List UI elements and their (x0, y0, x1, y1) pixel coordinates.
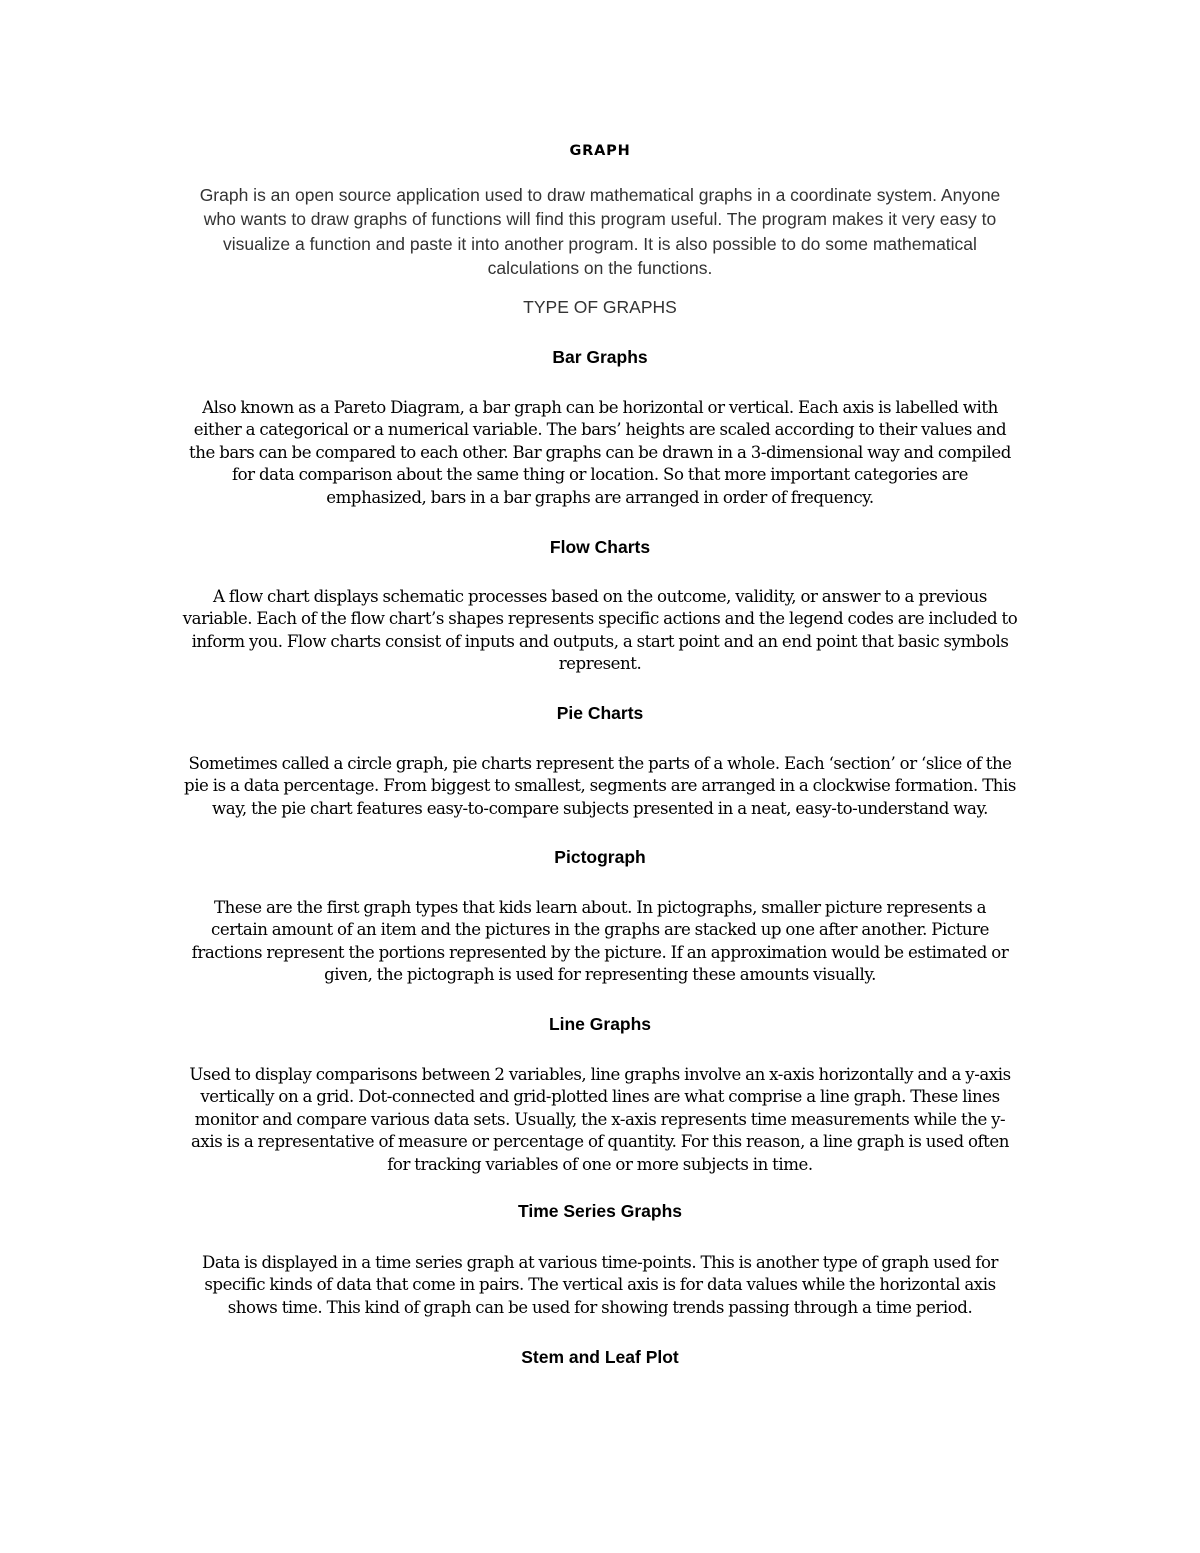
intro-line: Graph is an open source application used to draw mathematical graphs in a coordinate system. Anyone (199, 185, 1001, 205)
section-body-line-graphs (140, 1064, 1060, 1176)
body-line: represent. (558, 654, 642, 674)
body-line: the bars can be compared to each other. Bar graphs can be drawn in a 3-dimensional way and compiled (189, 442, 1011, 462)
body-line: emphasized, bars in a bar graphs are arranged in order of frequency. (326, 487, 874, 507)
body-line: way, the pie chart features easy-to-compare subjects presented in a neat, easy-to-understand way. (212, 798, 988, 818)
body-line: inform you. Flow charts consist of inputs and outputs, a start point and an end point that basic symbols (191, 631, 1009, 651)
body-line: pie is a data percentage. From biggest to smallest, segments are arranged in a clockwise formation. This (184, 776, 1016, 796)
body-line: vertically on a grid. Dot-connected and grid-plotted lines are what comprise a line graph. These lines (200, 1087, 1000, 1107)
body-line: fractions represent the portions represented by the picture. If an approximation would be estimated or (191, 942, 1009, 962)
document-title: GRAPH (569, 143, 631, 159)
body-line: Used to display comparisons between 2 variables, line graphs involve an x-axis horizontally and a y-axis (189, 1065, 1011, 1084)
body-line: axis is a representative of measure or percentage of quantity. For this reason, a line graph is used often (190, 1132, 1010, 1152)
section-heading-stem-and-leaf-plot: Stem and Leaf Plot (521, 1347, 679, 1367)
section-body-bar-graphs (140, 397, 1060, 509)
body-line: Sometimes called a circle graph, pie charts represent the parts of a whole. Each ‘section’ or ‘slice of the (188, 754, 1012, 773)
section-heading-flow-charts: Flow Charts (549, 537, 651, 557)
section-body-time-series-graphs (140, 1252, 1060, 1319)
body-line: These are the first graph types that kids learn about. In pictographs, smaller picture represents a (213, 898, 987, 917)
body-line: specific kinds of data that come in pairs. The vertical axis is for data values while the horizontal axis (204, 1275, 996, 1295)
section-heading-pie-charts: Pie Charts (556, 703, 644, 723)
body-line: certain amount of an item and the pictures in the graphs are stacked up one after another. Picture (210, 920, 990, 940)
section-body-pie-charts (140, 753, 1060, 820)
body-line: for tracking variables of one or more subjects in time. (387, 1154, 813, 1174)
intro-line: who wants to draw graphs of functions will find this program useful. The program makes it very easy to (203, 209, 997, 230)
section-heading-pictograph: Pictograph (554, 847, 646, 867)
section-heading-time-series-graphs: Time Series Graphs (517, 1201, 683, 1221)
body-line: Data is displayed in a time series graph at various time-points. This is another type of graph used for (202, 1253, 998, 1272)
section-heading-bar-graphs: Bar Graphs (552, 347, 648, 367)
body-line: variable. Each of the flow chart’s shapes represents specific actions and the legend codes are included to (182, 609, 1018, 629)
body-line: monitor and compare various data sets. Usually, the x-axis represents time measurements while the y- (194, 1109, 1006, 1129)
intro-paragraph (148, 183, 1052, 280)
section-body-pictograph (140, 897, 1060, 987)
body-line: given, the pictograph is used for representing these amounts visually. (324, 965, 876, 985)
section-heading-line-graphs: Line Graphs (548, 1014, 652, 1034)
types-heading: TYPE OF GRAPHS (523, 297, 677, 317)
body-line: for data comparison about the same thing or location. So that more important categories are (231, 465, 969, 485)
section-body-flow-charts (140, 586, 1060, 676)
body-line: Also known as a Pareto Diagram, a bar graph can be horizontal or vertical. Each axis is labelled with (202, 398, 998, 417)
body-line: A flow chart displays schematic processes based on the outcome, validity, or answer to a previous (213, 587, 987, 606)
intro-line: visualize a function and paste it into another program. It is also possible to do some mathematical (223, 233, 977, 254)
body-line: shows time. This kind of graph can be used for showing trends passing through a time period. (227, 1297, 973, 1317)
body-line: either a categorical or a numerical variable. The bars’ heights are scaled according to their values and (193, 420, 1007, 440)
intro-line: calculations on the functions. (487, 257, 713, 278)
